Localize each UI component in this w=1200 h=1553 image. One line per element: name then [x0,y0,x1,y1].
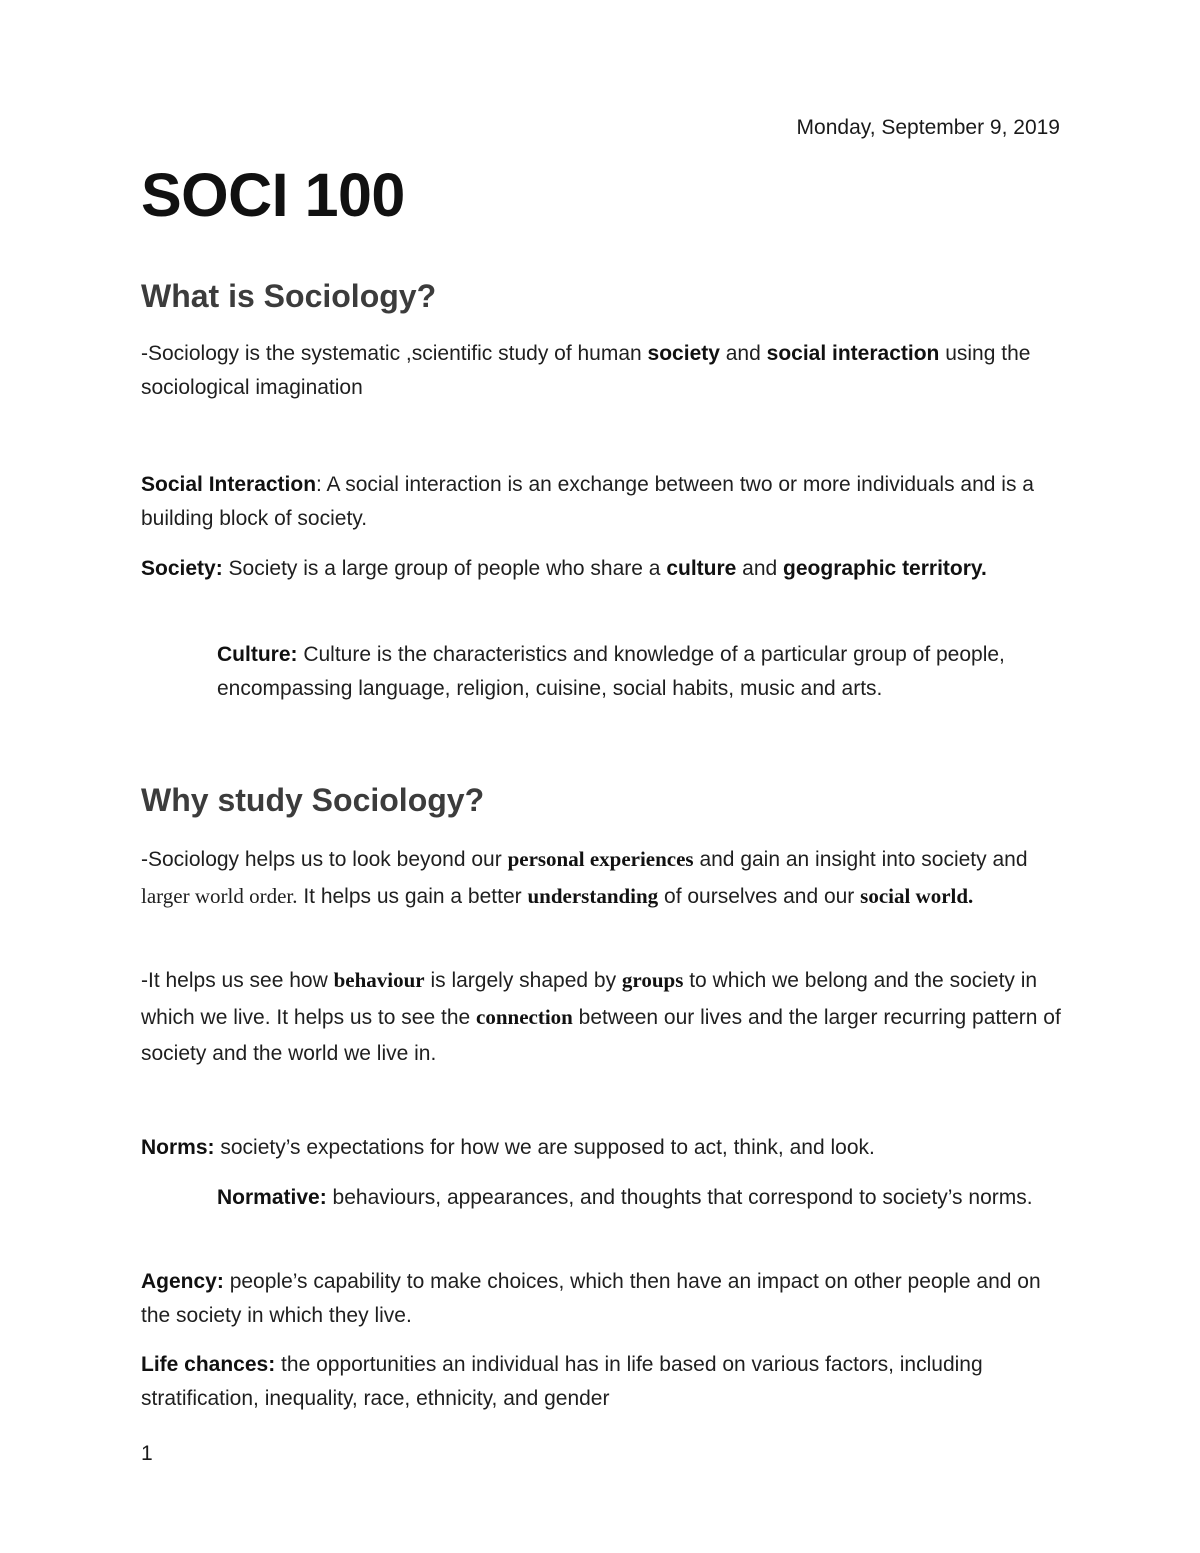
term-label: Normative: [217,1186,327,1209]
term-label: Culture: [217,643,298,666]
page-number: 1 [141,1442,153,1465]
society-definition: Society: Society is a large group of people who share a culture and geographic territory. [141,557,987,580]
term-label: Society: [141,557,223,580]
heading-why-study-sociology: Why study Sociology? [141,782,485,818]
heading-what-is-sociology: What is Sociology? [141,278,437,314]
course-title: SOCI 100 [141,161,405,229]
why-study-paragraph-2: -It helps us see how behaviour is largely shaped by groups to which we belong and the society in which we live. It helps us to see the connection between our lives and the larger recurring pattern of society and the world we live in. [141,968,1061,1065]
social-interaction-definition: Social Interaction: A social interaction is an exchange between two or more individuals and is a building block of society. [141,473,1034,530]
life-chances-definition: Life chances: the opportunities an individual has in life based on various factors, including stratification, inequality, race, ethnicity, and gender [141,1353,983,1410]
term-label: Agency: [141,1270,224,1293]
term-label: Life chances: [141,1353,276,1376]
term-label: Norms: [141,1136,215,1159]
agency-definition: Agency: people’s capability to make choices, which then have an impact on other people and on the society in which they live. [141,1270,1041,1327]
norms-definition: Norms: society’s expectations for how we are supposed to act, think, and look. [141,1136,875,1159]
document-date: Monday, September 9, 2019 [796,116,1060,139]
term-label: Social Interaction [141,473,317,496]
why-study-paragraph-1: -Sociology helps us to look beyond our personal experiences and gain an insight into society and larger world order. It helps us gain a better understanding of ourselves and our social world. [141,847,1028,908]
normative-definition: Normative: behaviours, appearances, and thoughts that correspond to society’s norms. [217,1186,1033,1209]
sociology-definition: -Sociology is the systematic ,scientific study of human society and social interaction using the sociological imagination [141,342,1031,399]
culture-definition: Culture: Culture is the characteristics and knowledge of a particular group of people, encompassing language, religion, cuisine, social habits, music and arts. [217,643,1005,700]
